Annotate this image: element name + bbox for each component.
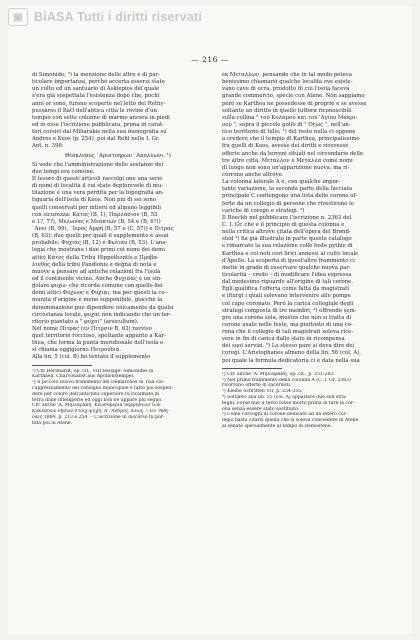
text-line: denominazione può dipendere unicamente da qualsi bbox=[32, 304, 174, 311]
text-line: soltanto un diritto in quelle tuttora riconoscibili bbox=[222, 107, 352, 114]
text-line: attici Κάτος della Tribù Hippothontis e Προβα- bbox=[32, 254, 159, 261]
library-logo-icon: ▣ bbox=[8, 8, 28, 26]
text-line: ticolare importanza, perchè accerta essersi stato bbox=[32, 79, 165, 86]
text-line: Nel nome Πιτρας (ἐν Πιτρσιν B, 63) ravviso bbox=[32, 325, 152, 332]
left-body-text-continued bbox=[32, 162, 204, 362]
text-line: vere in fin di carica dallo stato in ricompensa bbox=[222, 336, 345, 343]
text-line: col capo coronato. Però la carica collegiale degli bbox=[222, 300, 354, 307]
footnote-line: ona senza essere stato sostituito. bbox=[222, 406, 300, 412]
text-line: cariche di corego e strategi. ²) bbox=[222, 207, 305, 214]
text-line: però se Karthea ne possedesse di proprie e se avesse bbox=[222, 100, 367, 107]
text-line: Karthea e coi noti cori lirici annessi al culto locale bbox=[222, 250, 359, 257]
text-line: di luogo non sono un'apparizione nuova, ma ri- bbox=[222, 164, 350, 171]
text-line: Alla lin. 5 (col. B) ho tentato il supplemento bbox=[32, 354, 151, 361]
text-line: pussaros il BaO dell'antica città le rovine d'un bbox=[32, 107, 157, 114]
footnote-line: ¹) Cfr. Bernhardt, op. cit., VIII Beilage: Simonides in bbox=[32, 368, 154, 374]
footnote-line: terra dalle intemperie ed oggi non ne appare più segno. bbox=[32, 397, 163, 403]
text-line: ἐκ Μεταλλων, pensando che in tal modo poteva bbox=[222, 72, 352, 78]
text-line: logia che mostrano i due primi coi nomi dei demi bbox=[32, 247, 165, 254]
text-line: ritorio piantato a " φυχοί" (arsicultum). bbox=[32, 318, 139, 325]
page-number: — 216 — bbox=[191, 55, 229, 64]
text-line: a credere che il tempio di Karthea, principalissimo bbox=[222, 136, 360, 143]
text-line: quelli conservati per intiero ed almeno leggibili bbox=[32, 204, 161, 211]
footnote-line: ναις 1884, p. 213 e 254. – L'iscrizione in discorso fu por- bbox=[32, 415, 165, 420]
text-line: s'era già sospettata l'esistenza dopo che, pochi bbox=[32, 93, 160, 100]
footnote-line: ²) Il piccolo nuovo frammento del Demarchos di Tzia col- bbox=[32, 380, 165, 386]
text-line: corrono anche altrove. bbox=[222, 171, 284, 178]
text-line: tiquaria dell'isola di Keos. Non più di sei sono bbox=[32, 197, 157, 204]
text-line: due tempi era comune. bbox=[32, 168, 95, 175]
footnote-line: ¹) Cfr. anche 'Α. Μηλιαράκη, op. cit., p. 251-263. bbox=[222, 371, 335, 377]
text-line: sted ³) ha già illustrato in parte questo catalogo bbox=[222, 236, 352, 243]
text-line: tempio con sette colonne di marmo ancora in piedi bbox=[32, 114, 170, 121]
text-line: ferte da un collegio di persone che rivestirono le bbox=[222, 200, 354, 207]
text-line: d'Apollo. La scoperta di quest'altro frammento ci bbox=[222, 257, 355, 264]
text-line: Ant. n. 398: bbox=[32, 143, 64, 150]
footnote-line: legio basta citarsi quella che si soleva conciedere in Atene bbox=[222, 418, 359, 424]
text-line: pre una corona sola, mostra che non si tratta di bbox=[222, 314, 352, 321]
text-line: thea, che forma la punta meridionale dell'isola e bbox=[32, 340, 164, 347]
text-line: di Simonide; ²) la menzione delle altre è di par- bbox=[32, 72, 160, 78]
text-line: muove a pensare ad antiche relazioni fra l'isola bbox=[32, 268, 161, 275]
text-line: teri corsivi dal Miliarakis nella sua monografia su bbox=[32, 129, 167, 136]
text-line: λινθος della tribù Pandionis è degna di nota e bbox=[32, 261, 157, 268]
text-line: nella critica altrove citata dell'opera del Brønd- bbox=[222, 229, 351, 236]
footnote-line: ⁵) Come corcogni di corone dedicate ad un intero col- bbox=[222, 412, 347, 418]
text-line: circostanza locale, φυχαί non indicando che un ter- bbox=[32, 311, 172, 318]
text-line: di nomi di località il cui stato deplorevole di mu- bbox=[32, 183, 164, 190]
text-line: ed il continente vicino. Anche Φυχιάας è un sin- bbox=[32, 275, 162, 282]
text-line: grande commercio, specie con Atene. Non sappiamo bbox=[222, 93, 365, 100]
text-line: coregi. L'Aristophanes almeno della lin. 56 (col. A), bbox=[222, 350, 361, 357]
footnote-line: ricorrono offerte di sacerdoti. bbox=[222, 383, 292, 389]
footnote-line: tata poi in Atene. bbox=[32, 420, 73, 426]
text-line: rona che il collegio di tali magistrati soleva rice- bbox=[222, 329, 354, 336]
footnote-line: al senato specialmente al tempo di Demostene. bbox=[222, 423, 333, 429]
text-line: Andros e Keos (p. 254), poi dal Rohl nelle I. Gr. bbox=[32, 136, 160, 143]
text-line: corone usate nelle feste, ma piuttosto di una co- bbox=[222, 321, 353, 328]
text-line: benissimo chiamarsi qualche località ove esiste- bbox=[222, 79, 353, 86]
footnote-line: ⁴) Soltanto alla lin. 55 (col. A) apparisce due soli stra- bbox=[222, 394, 347, 400]
text-line: offerte anche da terreni situati nel circondario delle bbox=[222, 150, 364, 157]
text-line: mette in grado di osservare qualche nuova par- bbox=[222, 264, 351, 271]
text-line: La colonna laterale A e, con qualche impor- bbox=[222, 179, 341, 186]
text-line: quel territorio roccioso, spettante appunto a Kar- bbox=[32, 333, 166, 340]
left-footnotes bbox=[32, 369, 204, 427]
text-line: ticolarità – credo – di modificare l'idea espressa bbox=[222, 271, 352, 278]
footnote-line: ²) Nel primo frammento della colonna A (C. I. Gr. 2363) bbox=[222, 377, 351, 383]
footnote-divider bbox=[222, 368, 282, 369]
text-line: e rimarcato la sua relazione colle feste pythie di bbox=[222, 243, 353, 250]
footnote-line: l'apprezzamento del consiglio municipale e fatto poi sospen- bbox=[32, 386, 173, 392]
text-line: vano cave di ocra, prodotto di cui l'isola faceva bbox=[222, 86, 350, 93]
text-line: dei suoi servizi. ⁵) Lo stesso pare si deva dire dei bbox=[222, 343, 355, 350]
right-body-text bbox=[222, 72, 394, 365]
right-column bbox=[222, 72, 394, 430]
text-line: fra quelli di Keos, avesse dei diritti e ricevesse bbox=[222, 143, 349, 150]
text-line: C. I. Gr. che è il principio di questa colonna e bbox=[222, 221, 345, 228]
text-line: ed in esse l'iscrizione pubblicata, prima in carat- bbox=[32, 121, 164, 128]
right-footnotes bbox=[222, 372, 394, 430]
text-line: e liturgi i quali solevano intervenire alle pompe bbox=[222, 293, 351, 300]
footnote-line: Cfr. anche 'Α. Μηλιαράκη, Κεωσομερια παρρησιών των bbox=[32, 403, 161, 409]
text-line: con sicurezza: Κάτος (B, 1), Παρλάσιον (B, 55 bbox=[32, 211, 158, 218]
text-line: munità d'origine è meno supponibile, giacchè la bbox=[32, 297, 163, 304]
inscription-quote: Θεόκλεᾶος ᾽Αριστοήρων ᾽Απόλλωνι. ¹) bbox=[65, 152, 171, 159]
text-line: tico territorio di Iulis; ¹) del resto nulla ci oppone bbox=[222, 129, 356, 136]
text-line: e 1?, 7?), Μέλωνας e Μεάκτων (B, 54 e (B, 6?)) bbox=[32, 218, 161, 225]
text-line: strategi composta di tre membri, ⁴) offrendo sem- bbox=[222, 307, 357, 314]
text-line: tante variazione, la seconda parte della facciata bbox=[222, 186, 353, 193]
footnote-divider bbox=[32, 365, 92, 366]
text-line: Si vede che l'amministrazione delle sostanze dei bbox=[32, 161, 164, 168]
text-line: ᾽Ανεί (B, 99), ᾽Ιερὸς Αμφῆ (B, 57 e (C, 57)) e Πιτρας bbox=[32, 225, 174, 232]
left-column bbox=[32, 72, 204, 427]
text-line: νου ", sopra il piccolo golfo di " Ὀξώς ", nell'an- bbox=[222, 121, 351, 128]
text-line: un culto ed un santuario di Asklepios del quale bbox=[32, 86, 160, 93]
text-line: (B, 63); due quelli per quali il supplemento è assai bbox=[32, 233, 169, 240]
text-line: dal medesimo riguardo all'origine di tali corone. bbox=[222, 279, 354, 286]
document-page bbox=[8, 6, 412, 634]
text-line: demi attici Φυχώος e Φυχιάι, ma per questi la co- bbox=[32, 290, 167, 297]
text-line: tilazione è una vera perdita per la topografia an- bbox=[32, 190, 164, 197]
text-line: probabile: Φυχιὰς (B, 12) e Φωιιάυ (B, 53). L'ana- bbox=[32, 240, 168, 247]
footnote-line: Κυκλάδων νήσων στοιχ ψυχή, A' 'Ανδρος, Κέως. – Εν 'Αθή- bbox=[32, 409, 170, 415]
footnote-line: ³) Kleine Schriften VII, p. 254-355. bbox=[222, 389, 303, 395]
text-line: sulla collina " τοῦ Κολάμου καὶ τοῦ 'Αγίου Μακρί- bbox=[222, 114, 358, 121]
footnote-line: teghi. Forse due il terzo fosse morto prima di fare la cor- bbox=[222, 400, 355, 406]
text-line: Il tesoro di questi articoli raccolgi one una serie bbox=[32, 175, 163, 182]
watermark bbox=[8, 6, 238, 28]
footnote-line: dere per colore dell'antichità superiore fu ricolmato di bbox=[32, 391, 160, 397]
footnote-line: Karthaea. Charconalist aus Apollonstempel. bbox=[32, 374, 135, 380]
text-line: anni or sono, furono scoperte nel letto del Rethy- bbox=[32, 100, 166, 107]
left-body-text bbox=[32, 72, 204, 151]
text-line: tre altre città. Μεταλλον e Μεταλλα come nomi bbox=[222, 157, 353, 164]
text-line: Il Boeckh nel pubblicare l'iscrizione n. 2363 del bbox=[222, 214, 352, 221]
text-line: golare φυχώ- che ricorda comune con quello dei bbox=[32, 283, 163, 290]
watermark-text: BiASA Tutti i diritti riservati bbox=[34, 10, 203, 24]
text-line: principale C contengono una lista delle corone of- bbox=[222, 193, 358, 200]
text-line: si chiama oggigiorno Πετρούδια. bbox=[32, 347, 122, 354]
text-line: Egli qualifica l'offerta come fatta da magistrati bbox=[222, 286, 349, 293]
text-line: poi quale la formula dedicatoria ci è data nella sua bbox=[222, 357, 360, 364]
